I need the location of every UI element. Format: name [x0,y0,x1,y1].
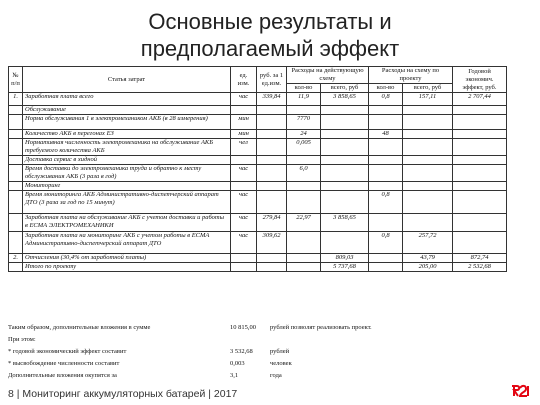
summary-line [8,370,508,382]
cell-cur-sum: 5 737,68 [321,263,369,272]
cell-cur-sum [321,130,369,139]
header-current-sum: всего, руб [321,84,369,93]
cell-prop-sum [403,115,453,130]
cell-prop-sum: 43,79 [403,254,453,263]
cell-unit: мин [231,130,257,139]
summary-label: При этом: [8,336,36,343]
cell-price [257,191,287,214]
header-price: руб. за 1 ед.изм. [257,67,287,93]
footer-text: 8 | Мониторинг аккумуляторных батарей | 2017 [8,388,238,400]
cell-prop-qty [369,139,403,156]
header-num: № п/п [9,67,23,93]
cell-annual [453,139,507,156]
cell-unit [231,254,257,263]
cell-item: Обслуживание [23,106,231,115]
cell-cur-qty: 24 [287,130,321,139]
cell-prop-sum [403,191,453,214]
summary-line [8,358,508,370]
table-row [9,130,507,139]
cell-cur-qty [287,106,321,115]
cell-item: Итого по проекту [23,263,231,272]
table-row [9,156,507,165]
cell-unit: час [231,232,257,254]
cell-prop-qty [369,115,403,130]
cell-unit [231,156,257,165]
cell-price [257,139,287,156]
header-proposed: Расходы на схему по проекту [369,67,453,84]
slide-title-line-1: Основные результаты и [148,9,392,34]
cell-price: 279,84 [257,214,287,232]
cell-unit: час [231,191,257,214]
cell-annual [453,130,507,139]
cell-cur-qty [287,232,321,254]
cell-num: 1. [9,93,23,106]
cell-item: Заработная плата на обслуживание АКБ с учетом доставки и работы в ЕСМА ЭЛЕКТРОМЕХАНИКИ [23,214,231,232]
cell-item: Время доставки до электромеханика труда и обратно к месту обслуживания АКБ (3 раза в год) [23,165,231,182]
cell-price [257,254,287,263]
cell-cur-sum [321,182,369,191]
cell-cur-qty [287,182,321,191]
table-row [9,165,507,182]
summary-unit: рублей позволят реализовать проект. [270,324,372,331]
cell-annual: 872,74 [453,254,507,263]
footer [0,386,540,405]
cell-num [9,214,23,232]
cell-num [9,106,23,115]
cell-num [9,263,23,272]
cell-cur-qty: 6,0 [287,165,321,182]
cell-price [257,156,287,165]
cell-prop-qty: 0,8 [369,93,403,106]
cell-num [9,191,23,214]
table-row [9,214,507,232]
cell-cur-qty: 7770 [287,115,321,130]
cell-prop-qty [369,254,403,263]
summary-label: Дополнительные вложения окупятся за [8,372,117,379]
summary-value: 0,003 [230,360,245,367]
header-item: Статья затрат [23,67,231,93]
cell-num [9,182,23,191]
cell-prop-qty [369,165,403,182]
cell-cur-sum: 3 858,65 [321,214,369,232]
cell-prop-sum: 205,00 [403,263,453,272]
cell-price: 339,84 [257,93,287,106]
cell-unit: час [231,214,257,232]
cell-cur-qty: 11,9 [287,93,321,106]
table-row [9,182,507,191]
summary-block [8,322,508,382]
header-annual: Годовой экономич. эффект, руб. [453,67,507,93]
cell-cur-qty [287,263,321,272]
cell-cur-qty: 0,005 [287,139,321,156]
cell-cur-sum [321,165,369,182]
cell-annual [453,115,507,130]
cell-annual: 2 707,44 [453,93,507,106]
cell-num [9,232,23,254]
cell-prop-sum [403,182,453,191]
table-row [9,139,507,156]
cell-cur-sum [321,115,369,130]
summary-unit: рублей [270,348,290,355]
table-row [9,93,507,106]
cell-prop-sum [403,139,453,156]
cell-num [9,130,23,139]
cell-cur-qty: 22,97 [287,214,321,232]
cell-unit: мин [231,115,257,130]
cell-annual [453,214,507,232]
cell-annual [453,182,507,191]
cell-cur-sum [321,232,369,254]
cell-cur-sum [321,191,369,214]
cell-num [9,165,23,182]
cell-item: Отчисления (30,4% от заработной платы) [23,254,231,263]
cell-annual [453,156,507,165]
cell-item: Количество АКБ в перегонах ЕЗ [23,130,231,139]
cell-price [257,263,287,272]
table-row [9,191,507,214]
cell-price: 309,62 [257,232,287,254]
cell-unit: час [231,93,257,106]
cell-price [257,115,287,130]
cell-prop-qty [369,263,403,272]
table-row [9,106,507,115]
cell-cur-sum [321,106,369,115]
summary-value: 3,1 [230,372,239,379]
header-current-qty: кол-во [287,84,321,93]
cell-unit [231,106,257,115]
cell-item: Норма обслуживания 1 в электромехаником АКБ (в 28 измерения) [23,115,231,130]
header-proposed-sum: всего, руб [403,84,453,93]
rzd-logo-icon [510,382,532,400]
cell-unit: час [231,165,257,182]
cell-prop-sum [403,214,453,232]
cell-cur-sum: 809,03 [321,254,369,263]
cell-num [9,156,23,165]
cell-annual: 2 532,68 [453,263,507,272]
cell-price [257,182,287,191]
summary-line [8,346,508,358]
summary-label: * годовой экономический эффект составит [8,348,127,355]
summary-label: * высвобождение численности составит [8,360,120,367]
cell-prop-qty: 0,8 [369,191,403,214]
summary-line [8,322,508,334]
cost-table [8,66,507,272]
cell-prop-sum [403,165,453,182]
cell-cur-qty [287,156,321,165]
cell-cur-sum [321,139,369,156]
summary-label: Таким образом, дополнительные вложения в сумме [8,324,151,331]
cell-item: Доставка сервис в хидной [23,156,231,165]
cell-prop-sum [403,130,453,139]
cell-prop-qty [369,182,403,191]
summary-line [8,334,508,346]
table-row [9,115,507,130]
cell-unit [231,263,257,272]
summary-unit: года [270,372,282,379]
cell-price [257,106,287,115]
cell-annual [453,232,507,254]
cell-cur-sum: 3 858,65 [321,93,369,106]
cell-item: Мониторинг [23,182,231,191]
cell-prop-sum [403,106,453,115]
cell-prop-qty: 48 [369,130,403,139]
summary-value: 3 532,68 [230,348,253,355]
cell-item: Заработная плата на мониторинг АКБ с учетом работы в ЕСМА Административно-диспетчерский аппарат ДТО [23,232,231,254]
slide-title [0,8,540,62]
cell-price [257,130,287,139]
cell-annual [453,191,507,214]
cell-price [257,165,287,182]
cell-item: Время мониторинга АКБ Административно-диспетчерский аппарат ДТО (3 раза за год по 15 минут) [23,191,231,214]
header-proposed-qty: кол-во [369,84,403,93]
summary-unit: человек [270,360,292,367]
cell-prop-qty [369,156,403,165]
cell-cur-qty [287,254,321,263]
header-unit: ед. изм. [231,67,257,93]
cell-prop-qty [369,214,403,232]
cell-cur-sum [321,156,369,165]
cell-item: Заработная плата всего [23,93,231,106]
cell-annual [453,165,507,182]
cell-item: Нормативная численность электромеханика на обслуживание АКБ требуемого количества АКБ [23,139,231,156]
cell-prop-qty: 0,8 [369,232,403,254]
table-row [9,232,507,254]
slide-title-line-2: предполагаемый эффект [140,36,400,61]
cell-prop-sum [403,156,453,165]
header-current: Расходы на действующую схему [287,67,369,84]
summary-value: 10 815,00 [230,324,256,331]
cell-unit [231,182,257,191]
cell-unit: чел [231,139,257,156]
cell-cur-qty [287,191,321,214]
cell-prop-sum: 257,72 [403,232,453,254]
cell-prop-sum: 157,11 [403,93,453,106]
table-row [9,254,507,263]
cell-num: 2. [9,254,23,263]
cell-num [9,139,23,156]
cell-annual [453,106,507,115]
cell-num [9,115,23,130]
table-row [9,263,507,272]
cell-prop-qty [369,106,403,115]
